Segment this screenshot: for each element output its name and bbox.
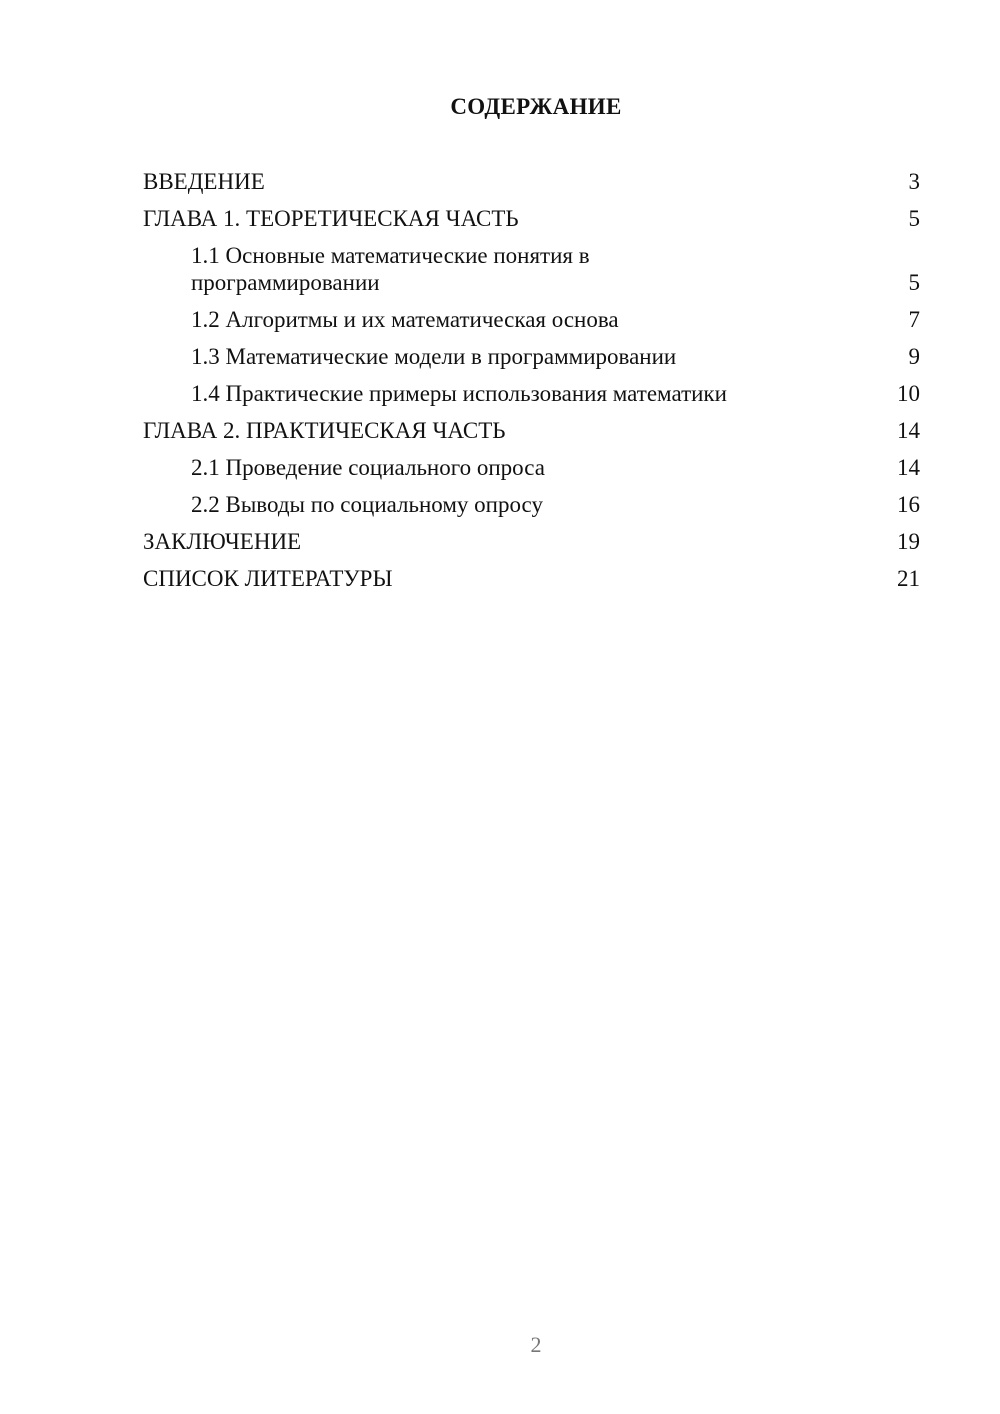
toc-entry-chapter-1[interactable] <box>143 205 920 232</box>
toc-entry-page: 3 <box>908 169 920 194</box>
toc-entry-page: 7 <box>908 307 920 332</box>
toc-entry-page: 5 <box>908 206 920 231</box>
toc-entry-chapter-2[interactable] <box>143 417 920 444</box>
toc-entry-section-1-3[interactable] <box>143 343 920 370</box>
toc-entry-page: 5 <box>908 270 920 295</box>
toc-entry-title: 1.4 Практические примеры использования математики <box>191 381 727 406</box>
toc-entry-page: 14 <box>897 418 920 443</box>
toc-entry-page: 19 <box>897 529 920 554</box>
table-of-contents <box>143 168 920 602</box>
toc-entry-conclusion[interactable] <box>143 528 920 555</box>
toc-entry-section-1-1[interactable] <box>143 242 920 296</box>
toc-entry-title: ЗАКЛЮЧЕНИЕ <box>143 529 302 554</box>
toc-entry-title: ВВЕДЕНИЕ <box>143 169 265 194</box>
toc-entry-title: 2.1 Проведение социального опроса <box>191 455 545 480</box>
toc-entry-references[interactable] <box>143 565 920 592</box>
page-number: 2 <box>530 1332 542 1357</box>
toc-entry-section-1-2[interactable] <box>143 306 920 333</box>
toc-entry-title: 1.3 Математические модели в программировании <box>191 344 677 369</box>
toc-entry-title: ГЛАВА 1. ТЕОРЕТИЧЕСКАЯ ЧАСТЬ <box>143 206 519 231</box>
toc-entry-title: 1.2 Алгоритмы и их математическая основа <box>191 307 619 332</box>
toc-entry-page: 10 <box>897 381 920 406</box>
toc-entry-introduction[interactable] <box>143 168 920 195</box>
toc-entry-page: 9 <box>908 344 920 369</box>
toc-entry-section-1-4[interactable] <box>143 380 920 407</box>
toc-entry-section-2-1[interactable] <box>143 454 920 481</box>
toc-entry-page: 16 <box>897 492 920 517</box>
toc-entry-page: 21 <box>897 566 920 591</box>
toc-entry-section-2-2[interactable] <box>143 491 920 518</box>
toc-entry-title: ГЛАВА 2. ПРАКТИЧЕСКАЯ ЧАСТЬ <box>143 418 506 443</box>
page-title: СОДЕРЖАНИЕ <box>450 94 622 119</box>
toc-entry-title: СПИСОК ЛИТЕРАТУРЫ <box>143 566 393 591</box>
toc-entry-page: 14 <box>897 455 920 480</box>
toc-entry-title: 2.2 Выводы по социальному опросу <box>191 492 543 517</box>
toc-entry-title: 1.1 Основные математические понятия в программировании <box>191 243 590 295</box>
